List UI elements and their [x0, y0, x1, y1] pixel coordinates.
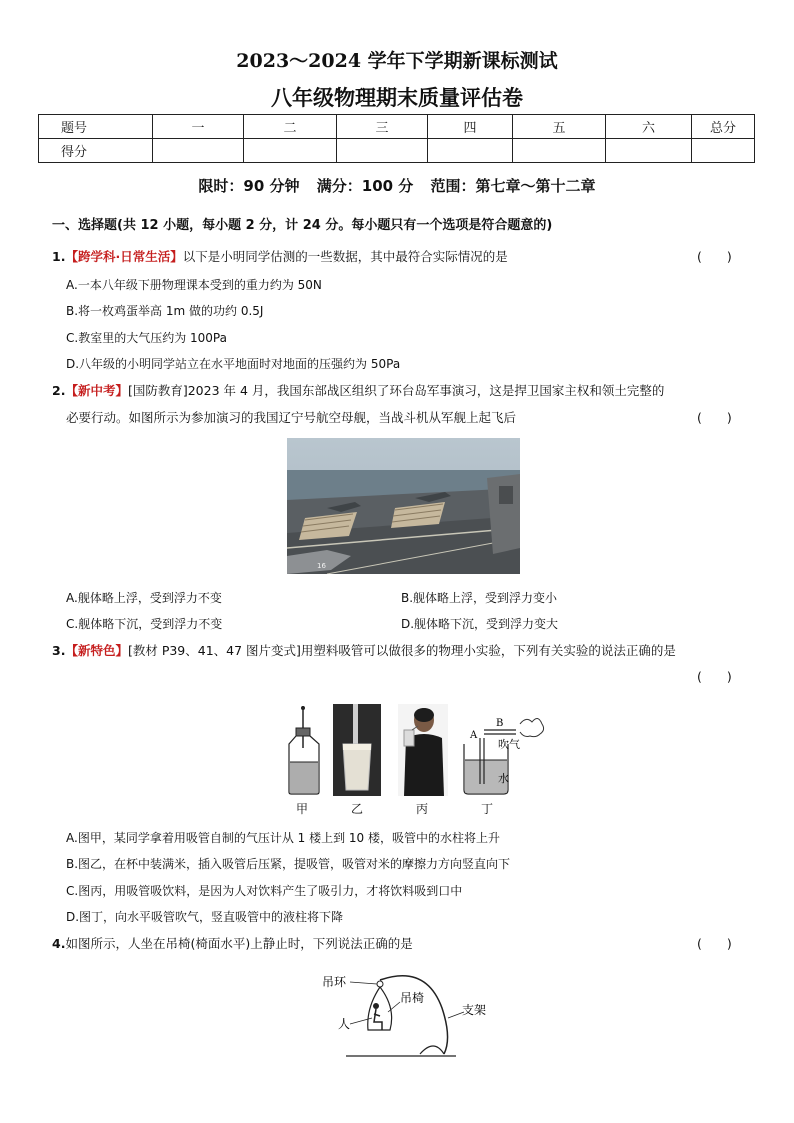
- time-limit: 限时：90 分钟: [198, 177, 300, 195]
- answer-paren[interactable]: ( ): [697, 410, 732, 425]
- question-number: 4.: [52, 936, 66, 951]
- score-row-label: 得分: [39, 139, 153, 163]
- q1-option-c[interactable]: C.教室里的大气压约为 100Pa: [66, 331, 227, 345]
- score-cell-blank[interactable]: [692, 139, 755, 163]
- score-cell-header: 三: [337, 115, 428, 139]
- question-text: [教材 P39、41、47 图片变式]用塑料吸管可以做很多的物理小实验，下列有关实验的说法正确的是: [127, 643, 676, 658]
- q2-option-d[interactable]: D.舰体略下沉，受到浮力变大: [401, 617, 559, 631]
- score-table: [38, 114, 755, 163]
- question-number: 3.: [52, 643, 66, 658]
- score-table-score-row: [39, 139, 755, 163]
- score-cell-header: 六: [606, 115, 692, 139]
- question-2-stem: [52, 381, 664, 401]
- score-cell-header: 二: [244, 115, 337, 139]
- question-tag: 【新中考】: [65, 383, 128, 398]
- exam-meta: [0, 175, 794, 196]
- figure-label-a: 甲: [296, 802, 309, 816]
- label-blow: 吹气: [498, 738, 520, 751]
- aircraft-carrier-photo: [287, 438, 520, 574]
- score-cell-blank[interactable]: [428, 139, 513, 163]
- score-cell-header: 总分: [692, 115, 755, 139]
- label-b: B: [496, 718, 504, 729]
- section-heading: 一、选择题(共 12 小题，每小题 2 分，计 24 分。每小题只有一个选项是符合题意的): [52, 218, 553, 233]
- score-cell-blank[interactable]: [606, 139, 692, 163]
- question-number: 2.: [52, 383, 66, 398]
- label-water: 水: [498, 772, 509, 785]
- score-cell-blank[interactable]: [337, 139, 428, 163]
- exam-subtitle: 八年级物理期末质量评估卷: [271, 85, 523, 110]
- label-stand: 支架: [462, 1003, 487, 1017]
- score-table-header-row: [39, 115, 755, 139]
- question-text: 如图所示，人坐在吊椅(椅面水平)上静止时，下列说法正确的是: [65, 936, 413, 951]
- answer-paren[interactable]: ( ): [697, 936, 732, 951]
- score-cell-blank[interactable]: [513, 139, 606, 163]
- q1-option-d[interactable]: D.八年级的小明同学站立在水平地面时对地面的压强约为 50Pa: [66, 357, 401, 371]
- score-cell-header: 题号: [39, 115, 153, 139]
- question-4-stem: [52, 934, 413, 954]
- question-tag: 【跨学科·日常生活】: [65, 249, 183, 264]
- question-1-stem: [52, 247, 508, 267]
- rice-cup-photo: [333, 704, 381, 796]
- q3-option-a[interactable]: A.图甲，某同学拿着用吸管自制的气压计从 1 楼上到 10 楼，吸管中的水柱将上升: [66, 831, 500, 845]
- question-3-stem: [52, 641, 676, 661]
- label-a: A: [470, 730, 478, 741]
- q2-option-a[interactable]: A.舰体略上浮，受到浮力不变: [66, 591, 222, 605]
- hanging-chair-figure: [316, 968, 492, 1060]
- deck-number: 16: [317, 562, 326, 570]
- label-ring: 吊环: [322, 975, 347, 989]
- score-cell-header: 五: [513, 115, 606, 139]
- barometer-jar-figure: [283, 704, 325, 796]
- answer-paren[interactable]: ( ): [697, 669, 732, 684]
- answer-paren[interactable]: ( ): [697, 249, 732, 264]
- exam-title: 2023～2024 学年下学期新课标测试: [236, 50, 558, 72]
- figure-label-b: 乙: [351, 802, 364, 816]
- q1-option-b[interactable]: B.将一枚鸡蛋举高 1m 做的功约 0.5J: [66, 304, 264, 318]
- question-2-stem-cont: 必要行动。如图所示为参加演习的我国辽宁号航空母舰，当战斗机从军舰上起飞后: [66, 410, 517, 425]
- q2-option-c[interactable]: C.舰体略下沉，受到浮力不变: [66, 617, 223, 631]
- figure-label-d: 丁: [481, 802, 494, 816]
- question-tag: 【新特色】: [65, 643, 128, 658]
- q3-option-d[interactable]: D.图丁，向水平吸管吹气，竖直吸管中的液柱将下降: [66, 910, 344, 924]
- score-cell-header: 四: [428, 115, 513, 139]
- label-person: 人: [338, 1017, 351, 1031]
- chapter-range: 范围：第七章～第十二章: [430, 177, 596, 195]
- question-number: 1.: [52, 249, 66, 264]
- q3-option-c[interactable]: C.图丙，用吸管吸饮料，是因为人对饮料产生了吸引力，才将饮料吸到口中: [66, 884, 463, 898]
- q3-option-b[interactable]: B.图乙，在杯中装满米，插入吸管后压紧，提吸管，吸管对米的摩擦力方向竖直向下: [66, 857, 511, 871]
- q1-option-a[interactable]: A.一本八年级下册物理课本受到的重力约为 50N: [66, 278, 322, 292]
- score-cell-blank[interactable]: [153, 139, 244, 163]
- score-cell-header: 一: [153, 115, 244, 139]
- blowing-straw-figure: [456, 704, 551, 796]
- label-chair: 吊椅: [400, 991, 425, 1005]
- q2-option-b[interactable]: B.舰体略上浮，受到浮力变小: [401, 591, 558, 605]
- boy-drinking-photo: [398, 704, 448, 796]
- question-text: [国防教育]2023 年 4 月，我国东部战区组织了环台岛军事演习，这是捍卫国家主权和领土完整的: [127, 383, 665, 398]
- full-score: 满分：100 分: [316, 177, 414, 195]
- score-cell-blank[interactable]: [244, 139, 337, 163]
- figure-label-c: 丙: [416, 802, 429, 816]
- question-text: 以下是小明同学估测的一些数据，其中最符合实际情况的是: [182, 249, 508, 264]
